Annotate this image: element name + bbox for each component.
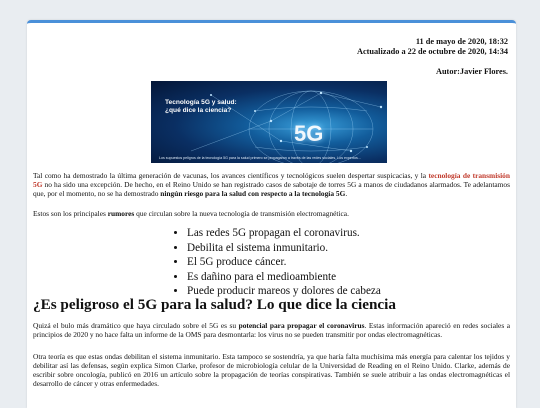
hero-caption: Los supuestos peligros de la tecnología 5G para la salud primero se propagaron a través de las redes sociales. Los expertos... xyxy=(159,156,361,160)
intro-paragraph xyxy=(33,171,510,198)
rumors-list xyxy=(173,226,381,299)
hero-title-line-1: Tecnología 5G y salud: xyxy=(165,99,237,106)
coronavirus-text-b: . Estas información apareció en redes sociales a principios de 2020 y no hace falta un informe de la OMS para desmontarla: los virus no se pueden transmitir por ondas electromagnéticas. xyxy=(33,321,511,339)
intro-emphasis: ningún riesgo para la salud con respecto a la tecnología 5G xyxy=(160,189,346,198)
coronavirus-text-a: Quizá el bulo más dramático que haya circulado sobre el 5G es su xyxy=(33,321,239,330)
article-page xyxy=(27,20,516,408)
hero-title xyxy=(165,99,275,115)
article-author: Autor:Javier Flores. xyxy=(435,67,508,76)
network-globe-graphic xyxy=(151,81,387,163)
list-item: • Puede producir mareos y dolores de cabeza xyxy=(187,284,381,299)
section-heading: ¿Es peligroso el 5G para la salud? Lo que dice la ciencia xyxy=(33,296,396,313)
hero-5g-badge: 5G xyxy=(294,121,324,146)
coronavirus-emphasis: potencial para propagar el coronavirus xyxy=(238,321,365,330)
rumors-intro-a: Estos son los principales xyxy=(33,209,108,218)
list-item: • Es dañino para el medioambiente xyxy=(187,270,381,285)
rumors-intro-bold: rumores xyxy=(107,209,135,218)
updated-date: Actualizado a 22 de octubre de 2020, 14:34 xyxy=(356,47,508,56)
tech-5g-link[interactable]: tecnología de transmisión 5G xyxy=(33,171,510,189)
immune-system-paragraph: Otra teoría es que estas ondas debilitan el sistema inmunitario. Esta tampoco se sostendría, ya que haría falta muchísima más energía para calentar los tejidos y debilitar así las defensas, según explica Simon Clarke, profesor de microbiología celular de la Universidad de Reading en el Reino Unido. Clarke, además de escribir sobre oncología, publicó en 2016 un artículo sobre la propagación de teorías conspirativas. También se suele atribuir a las ondas electromagnéticas el desarrollo de cáncer y otras enfermedades. xyxy=(33,352,510,388)
rumors-intro-b: que circulan sobre la nueva tecnología de transmisión electromagnética. xyxy=(134,209,349,218)
intro-text-b: no ha sido una excepción. De hecho, en el Reino Unido se han registrado casos de sabotaje de torres 5G a manos de ciudadanos alarmados. Te adelantamos que, por el momento, no se ha demostrado xyxy=(33,180,510,198)
intro-text-a: Tal como ha demostrado la última generación de vacunas, los avances científicos y tecnológicos suelen despertar suspicacias, y la xyxy=(33,171,429,180)
list-item: • Las redes 5G propagan el coronavirus. xyxy=(187,226,381,241)
list-item: • Debilita el sistema inmunitario. xyxy=(187,241,381,256)
list-item: • El 5G produce cáncer. xyxy=(187,255,381,270)
rumors-intro-paragraph xyxy=(33,209,510,218)
hero-title-line-2: ¿qué dice la ciencia? xyxy=(165,107,232,114)
coronavirus-paragraph xyxy=(33,321,510,339)
publish-date: 11 de mayo de 2020, 18:32 xyxy=(415,37,508,46)
intro-text-end: . xyxy=(345,189,348,198)
hero-image xyxy=(151,81,387,163)
article-dates xyxy=(357,37,508,57)
